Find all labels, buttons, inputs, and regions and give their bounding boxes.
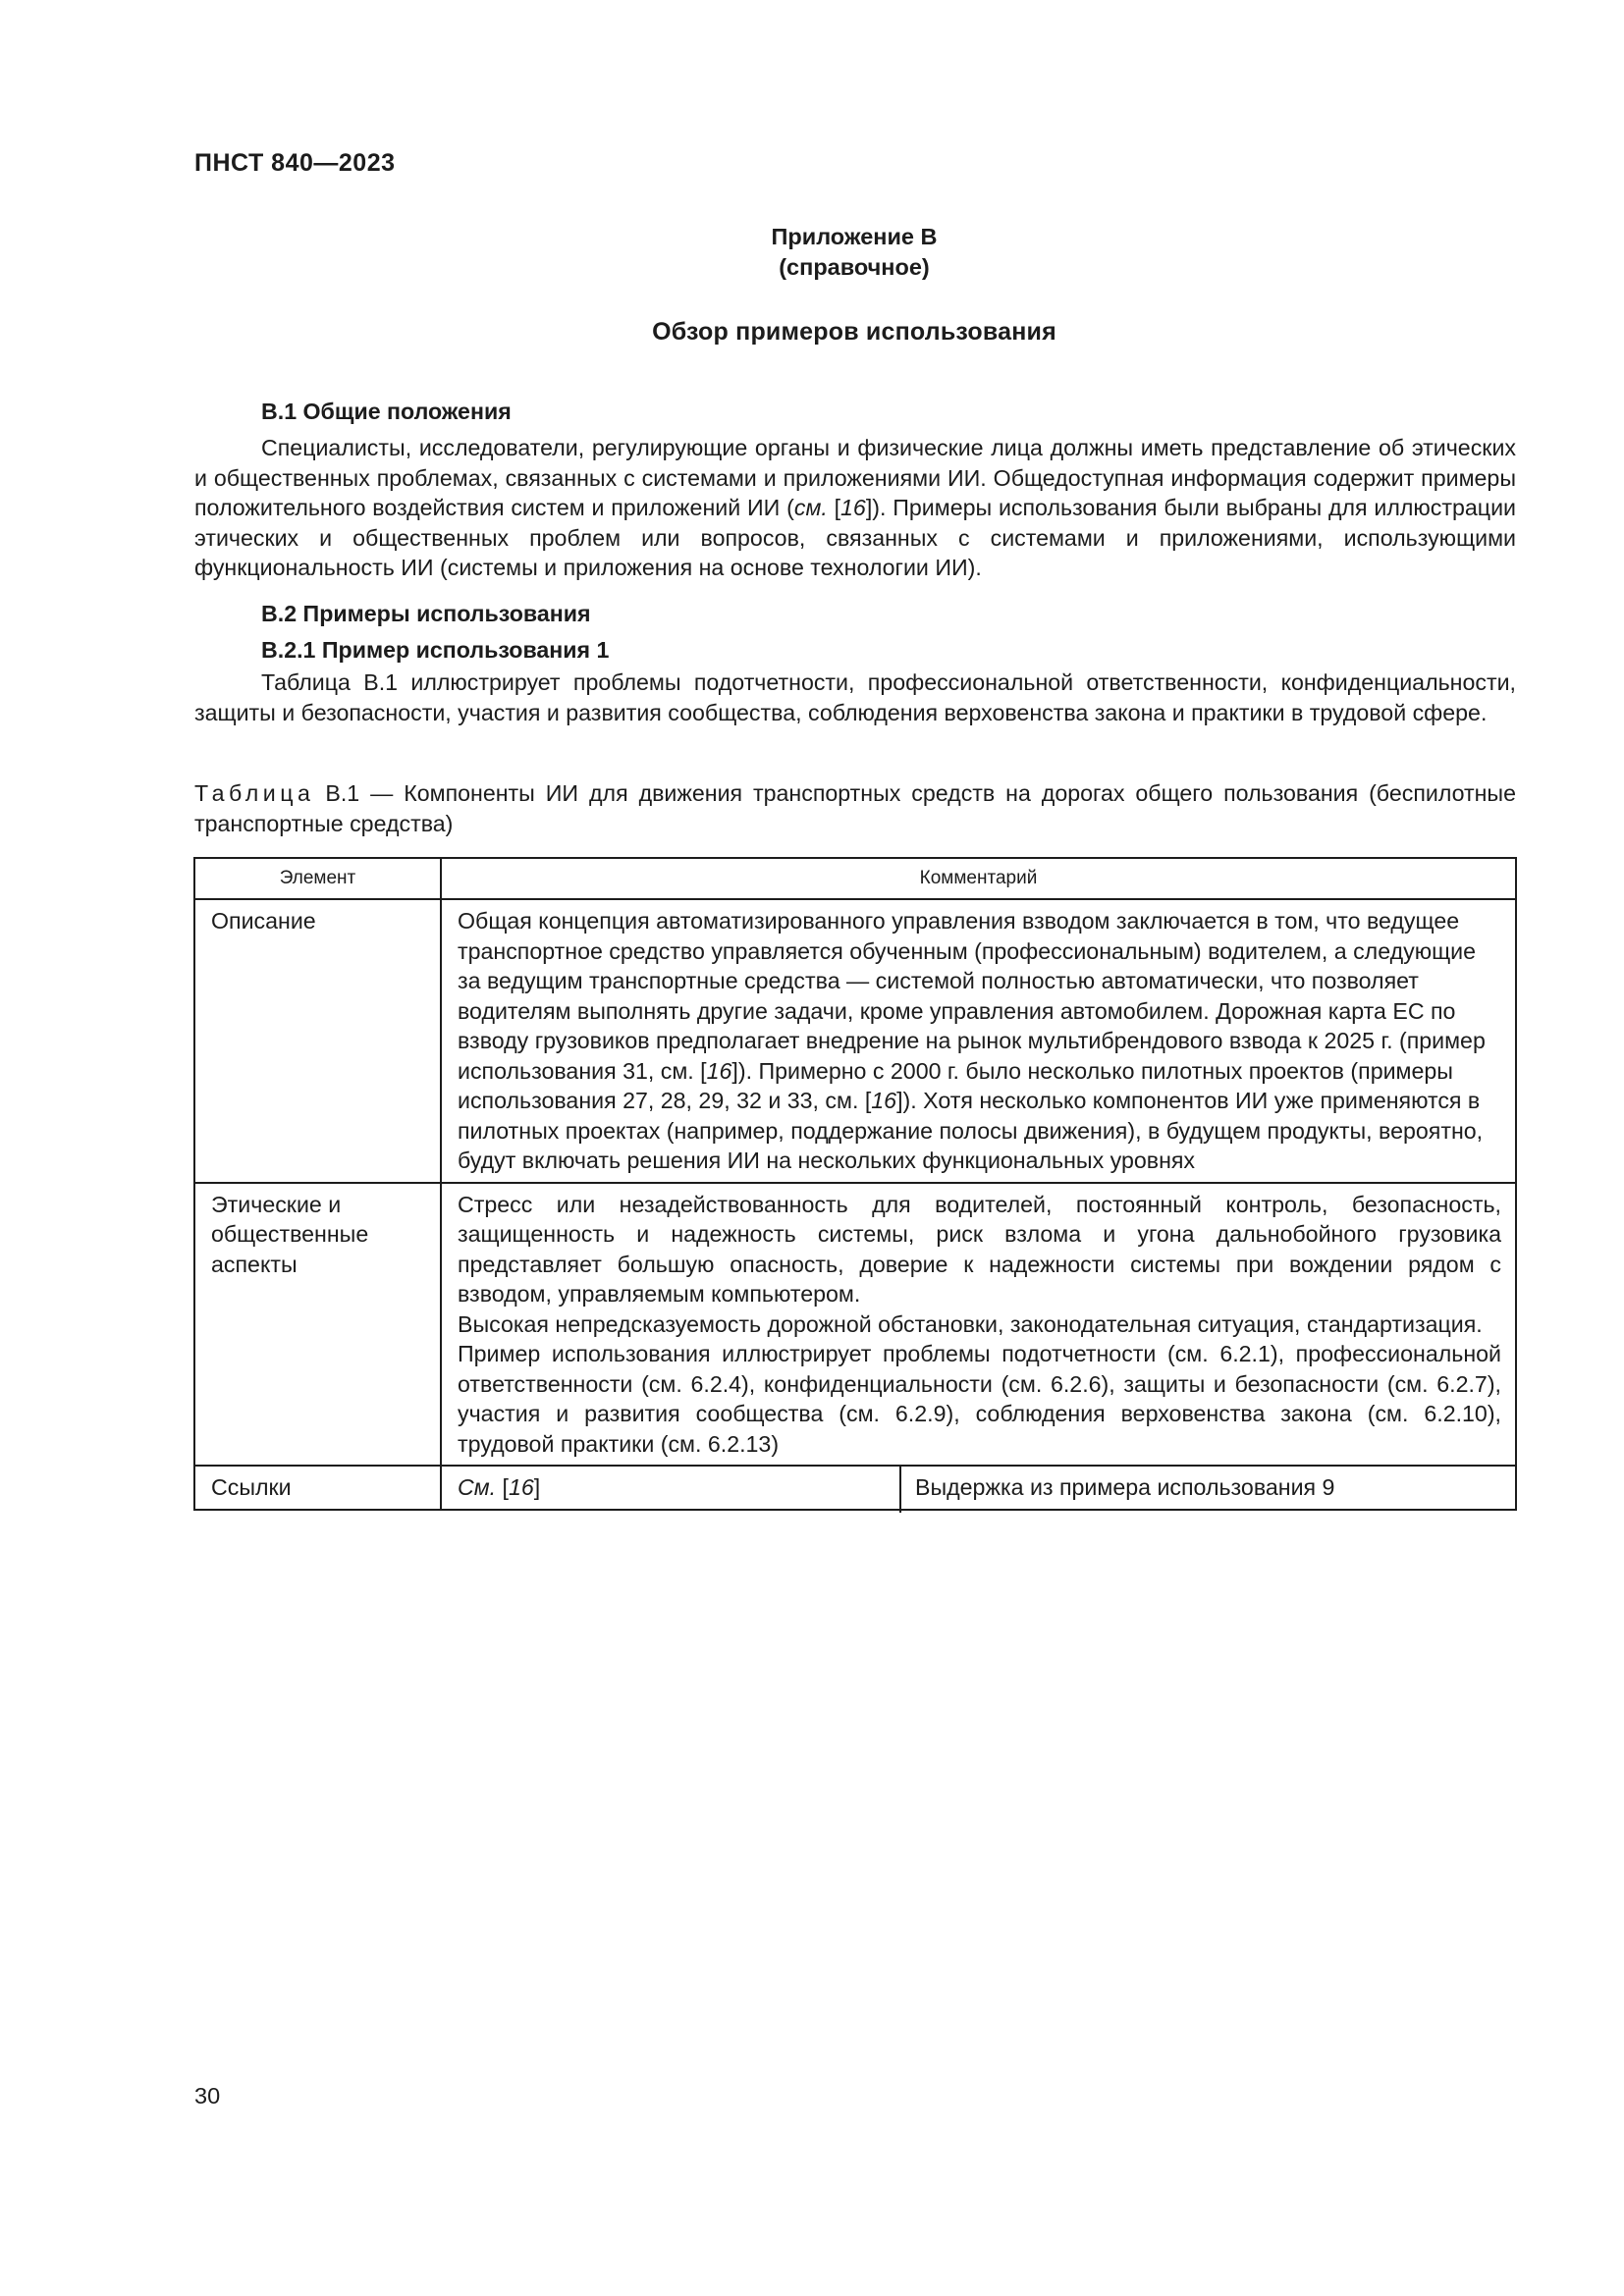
- refs-number: 16: [508, 1474, 534, 1500]
- appendix-title: Приложение В: [771, 224, 938, 249]
- section-b1-text: [194, 433, 1516, 583]
- desc-ref-2: 16: [871, 1088, 897, 1113]
- b1-ref-number: 16: [840, 495, 866, 520]
- ethics-paragraph-3: Пример использования иллюстрирует проблемы подотчетности (см. 6.2.1), профессиональной ответственности (см. 6.2.4), конфиденциальности (см. 6.2.6), защиты и безопасности (см. 6.2.7), участия и развития сообщества (см. 6.2.9), соблюдения верховенства закона (см. 6.2.10), трудовой практики (см. 6.2.13): [458, 1341, 1501, 1457]
- cell-description-label: Описание: [194, 899, 441, 1183]
- section-b1-heading-text: В.1 Общие положения: [261, 399, 512, 424]
- section-b21-paragraph: [194, 667, 1516, 727]
- use-case-table: [193, 857, 1517, 1511]
- table-caption-title: В.1 — Компоненты ИИ для движения транспортных средств на дорогах общего пользования (беспилотные транспортные средства): [194, 780, 1516, 836]
- header-element: Элемент: [194, 858, 441, 899]
- cell-references-label: Ссылки: [194, 1466, 441, 1510]
- section-b2-heading: [194, 599, 1516, 629]
- refs-open: [: [496, 1474, 509, 1500]
- desc-text-part2: ]). Примерно с 2000 г. было несколько пилотных проектов (примеры использования 27, 28, 29, 32 и 33, см. [: [458, 1057, 1453, 1113]
- references-excerpt: Выдержка из примера использования 9: [899, 1465, 1501, 1513]
- table-row-references: [194, 1466, 1516, 1510]
- b1-ref-see: см.: [793, 495, 828, 520]
- cell-references-content: [441, 1466, 1516, 1510]
- section-b1-heading: [194, 397, 1516, 427]
- cell-ethics-label: Этические и общественные аспекты: [194, 1183, 441, 1467]
- table-header-row: [194, 858, 1516, 899]
- desc-text-part1: Общая концепция автоматизированного управления взводом заключается в том, что ведущее транспортное средство управляется обученным (профессиональным) водителем, а следующие за ведущим транспортные средства — системой полностью автоматически, что позволяет водителям выполнять другие задачи, кроме управления автомобилем. Дорожная карта ЕС по взводу грузовиков предполагает внедрение на рынок мультибрендового взвода к 2025 г. (пример использования 31, см. [: [458, 908, 1486, 1084]
- appendix-status: (справочное): [779, 254, 930, 280]
- refs-see: См.: [458, 1474, 497, 1500]
- ethics-paragraph-1: Стресс или незадействованность для водителей, постоянный контроль, безопасность, защищенность и надежность системы, риск взлома и угона дальнобойного грузовика представляет большую опасность, доверие к надежности системы при вождении рядом с взводом, управляемым компьютером.: [458, 1191, 1501, 1307]
- desc-ref-1: 16: [706, 1057, 732, 1084]
- section-b21-text: Таблица В.1 иллюстрирует проблемы подотчетности, профессиональной ответственности, конфиденциальности, защиты и безопасности, участия и развития сообщества, соблюдения верховенства закона и практики в трудовой сфере.: [194, 669, 1516, 725]
- page-number: 30: [194, 2083, 221, 2109]
- table-caption-label: Таблица: [194, 780, 315, 806]
- cell-description-text: [441, 899, 1516, 1183]
- section-b1-paragraph: [194, 433, 1516, 583]
- table-row-description: [194, 899, 1516, 1183]
- b1-text-part2: ]). Примеры использования были выбраны для иллюстрации этических и общественных проблем или вопросов, связанных с системами и приложениями, использующими функциональность ИИ (системы и приложения на основе технологии ИИ).: [194, 495, 1516, 580]
- refs-close: ]: [533, 1474, 541, 1500]
- table-row-ethics: [194, 1183, 1516, 1467]
- table-caption: [194, 778, 1516, 838]
- section-b2-heading-text: В.2 Примеры использования: [261, 601, 591, 626]
- desc-text-part3: ]). Хотя несколько компонентов ИИ уже применяются в пилотных проектах (например, поддержание полосы движения), в будущем продукты, вероятно, будут включать решения ИИ на нескольких функциональных уровнях: [458, 1088, 1484, 1173]
- references-source: [458, 1472, 899, 1503]
- ethics-paragraph-2: Высокая непредсказуемость дорожной обстановки, законодательная ситуация, стандартизация.: [458, 1310, 1483, 1337]
- document-code: ПНСТ 840—2023: [194, 149, 396, 177]
- appendix-heading: Обзор примеров использования: [652, 318, 1056, 346]
- b1-text-part1: Специалисты, исследователи, регулирующие органы и физические лица должны иметь представление об этических и общественных проблемах, связанных с системами и приложениями ИИ. Общедоступная информация содержит примеры положительного воздействия систем и приложений ИИ (: [194, 435, 1516, 520]
- section-b21-heading-text: В.2.1 Пример использования 1: [261, 637, 610, 663]
- table-caption-text: [194, 778, 1516, 838]
- cell-ethics-text: [441, 1183, 1516, 1467]
- section-b21-heading: [194, 635, 1516, 666]
- header-comment: Комментарий: [441, 858, 1516, 899]
- b1-ref-open: [: [827, 495, 841, 520]
